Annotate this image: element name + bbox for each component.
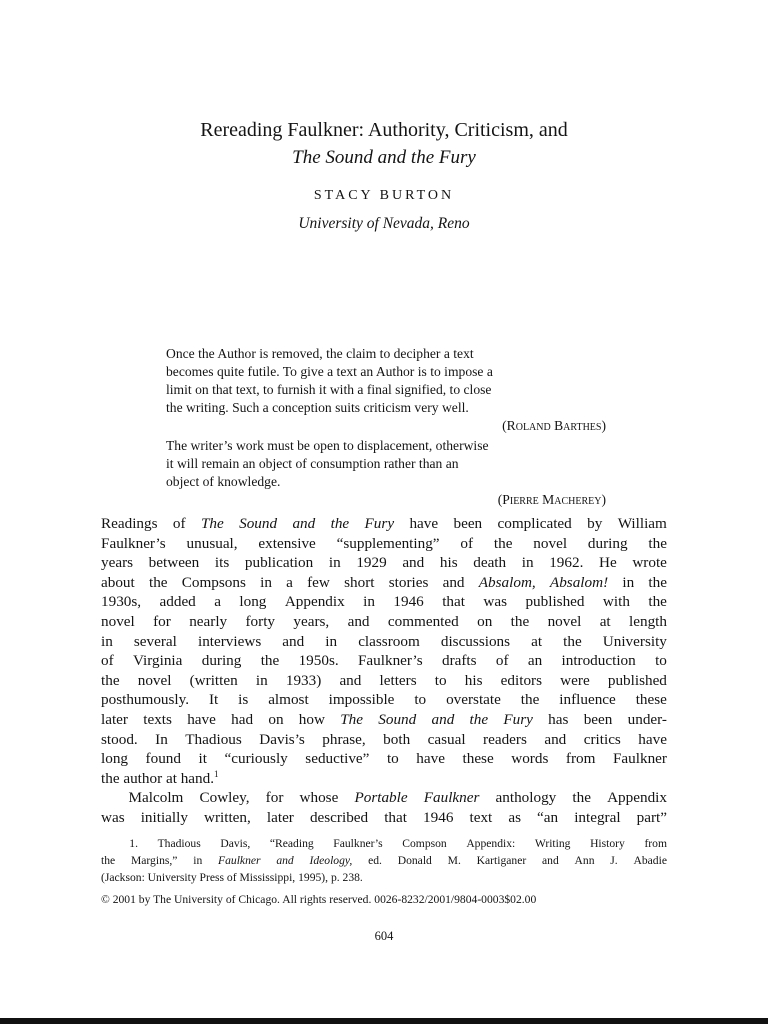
body-line: years between its publication in 1929 and his death in 1962. He wrote	[101, 554, 667, 572]
body-line: posthumously. It is almost impossible to overstate the influence these	[101, 691, 667, 709]
body-line: the author at hand.$^1$	[101, 768, 219, 787]
body-line: Faulkner’s unusual, extensive “supplementing” of the novel during the	[101, 534, 667, 552]
body-line: in several interviews and in classroom discussions at the University	[101, 632, 667, 650]
body-paragraphs	[101, 514, 667, 828]
body-line: Readings of The Sound and the Fury have been complicated by William	[101, 515, 667, 532]
epigraph-line: The writer’s work must be open to displacement, otherwise	[166, 438, 489, 453]
body-line: about the Compsons in a few short stories and Absalom, Absalom! in the	[101, 573, 667, 591]
epigraph-source: (Pierre Macherey)	[497, 492, 606, 507]
epigraph-barthes	[166, 345, 606, 435]
epigraph-line: limit on that text, to furnish it with a final signified, to close	[166, 382, 492, 397]
body-line: was initially written, later described that 1946 text as “an integral part”	[101, 808, 667, 826]
copyright-notice: © 2001 by The University of Chicago. All rights reserved. 0026-8232/2001/9804-0003$02.00	[101, 893, 537, 906]
epigraph-line: object of knowledge.	[166, 474, 281, 489]
article-title-subtitle: The Sound and the Fury	[292, 147, 476, 168]
epigraph-line: becomes quite futile. To give a text an Author is to impose a	[166, 364, 493, 379]
body-line: Malcolm Cowley, for whose Portable Faulkner anthology the Appendix	[128, 789, 667, 807]
bottom-divider	[0, 1018, 768, 1024]
epigraph-line: it will remain an object of consumption rather than an	[166, 456, 459, 471]
epigraph-source: (Roland Barthes)	[502, 418, 606, 433]
body-line: 1930s, added a long Appendix in 1946 that was published with the	[101, 593, 667, 611]
epigraph-line: the writing. Such a conception suits criticism very well.	[166, 400, 469, 415]
body-line: later texts have had on how The Sound and the Fury has been under-	[101, 710, 667, 728]
body-line: novel for nearly forty years, and commented on the novel at length	[101, 612, 667, 630]
epigraph-line: Once the Author is removed, the claim to decipher a text	[166, 346, 474, 361]
body-line: of Virginia during the 1950s. Faulkner’s drafts of an introduction to	[101, 652, 667, 670]
footnote-line: 1. Thadious Davis, “Reading Faulkner’s Compson Appendix: Writing History from	[129, 837, 667, 850]
body-line: stood. In Thadious Davis’s phrase, both casual readers and critics have	[101, 730, 667, 748]
article-title: Rereading Faulkner: Authority, Criticism, and	[200, 119, 568, 141]
author-name: STACY BURTON	[313, 188, 455, 203]
body-line: long found it “curiously seductive” to have these words from Faulkner	[101, 750, 667, 768]
footnote-line: (Jackson: University Press of Mississippi, 1995), p. 238.	[101, 871, 363, 884]
epigraph-macherey	[166, 437, 606, 509]
footnote-marker: 1	[214, 768, 219, 779]
author-affiliation: University of Nevada, Reno	[298, 215, 470, 232]
footnote	[101, 835, 667, 886]
footnote-line: the Margins,” in Faulkner and Ideology, ed. Donald M. Kartiganer and Ann J. Abadie	[101, 854, 667, 867]
body-line: the novel (written in 1933) and letters to his editors were published	[101, 671, 667, 689]
page-number: 604	[374, 929, 394, 943]
